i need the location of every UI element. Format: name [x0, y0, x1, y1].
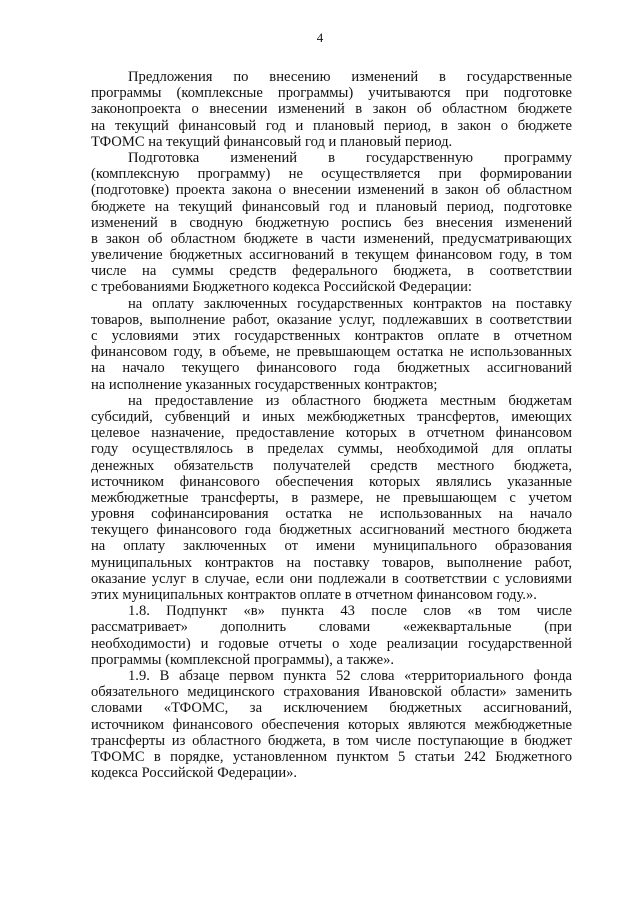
- text-line: на исполнение указанных государственных контрактов;: [91, 376, 438, 393]
- text-line: на предоставление из областного бюджета местным бюджетам: [128, 392, 572, 409]
- text-line: субсидий, субвенций и иных межбюджетных трансфертов, имеющих: [91, 408, 572, 425]
- text-line: увеличение бюджетных ассигнований в текущем финансовом году, в том: [91, 247, 572, 264]
- text-line: рассматривает» дополнить словами «ежеквартальные (при: [91, 619, 572, 636]
- text-line: целевое назначение, предоставление которых в отчетном финансовом: [91, 425, 572, 442]
- document-body: [91, 69, 572, 781]
- paragraph-transfers: [91, 393, 572, 603]
- text-line: 1.8. Подпункт «в» пункта 43 после слов «в том числе: [128, 603, 572, 620]
- text-line: (подготовке) проекта закона о внесении изменений в закон об областном: [91, 182, 572, 199]
- text-line: на начало текущего финансового года бюджетных ассигнований: [91, 360, 572, 377]
- text-line: Подготовка изменений в государственную программу: [128, 149, 572, 166]
- paragraph-proposals: [91, 69, 572, 150]
- text-line: муниципальных контрактов на поставку товаров, выполнение работ,: [91, 554, 572, 571]
- text-line: кодекса Российской Федерации».: [91, 765, 298, 782]
- text-line: году осуществлялось в пределах суммы, необходимой для оплаты: [91, 441, 572, 458]
- text-line: законопроекта о внесении изменений в закон об областном бюджете: [91, 101, 572, 118]
- text-line: уровня софинансирования остатка не использованных на начало: [91, 506, 572, 523]
- text-line: (комплексную программу) не осуществляется при формировании: [91, 166, 572, 183]
- text-line: товаров, выполнение работ, оказание услуг, подлежавших в соответствии: [91, 311, 572, 328]
- text-line: ТФОМС в порядке, установленном пунктом 5 статьи 242 Бюджетного: [91, 748, 572, 765]
- text-line: трансферты из областного бюджета, в том числе поступающие в бюджет: [91, 732, 572, 749]
- text-line: с требованиями Бюджетного кодекса Российской Федерации:: [91, 279, 472, 296]
- text-line: бюджете на текущий финансовый год и плановый период, подготовке: [91, 198, 572, 215]
- text-line: изменений в сводную бюджетную роспись без внесения изменений: [91, 214, 572, 231]
- paragraph-item-1-8: [91, 603, 572, 668]
- text-line: ТФОМС на текущий финансовый год и плановый период.: [91, 133, 453, 150]
- text-line: словами «ТФОМС, за исключением бюджетных ассигнований,: [91, 700, 572, 717]
- text-line: в закон об областном бюджете в части изменений, предусматривающих: [91, 230, 572, 247]
- paragraph-preparation: [91, 150, 572, 296]
- text-line: обязательного медицинского страхования Ивановской области» заменить: [91, 684, 572, 701]
- text-line: оказание услуг в случае, если они подлежали в соответствии с условиями: [91, 570, 572, 587]
- text-line: на текущий финансовый год и плановый период, в закон о бюджете: [91, 117, 572, 134]
- text-line: источником финансового обеспечения которых являются межбюджетные: [91, 716, 572, 733]
- text-line: источником финансового обеспечения которых являлись указанные: [91, 473, 572, 490]
- text-line: программы (комплексной программы), а также».: [91, 651, 395, 668]
- text-line: с условиями этих государственных контрактов оплате в отчетном: [91, 328, 572, 344]
- paragraph-contracts: [91, 296, 572, 393]
- text-line: необходимости) и годовые отчеты о ходе реализации государственной: [91, 635, 572, 652]
- text-line: на оплату заключенных государственных контрактов на поставку: [128, 295, 572, 312]
- text-line: денежных обязательств получателей средств местного бюджета,: [91, 457, 572, 474]
- text-line: финансовом году, в объеме, не превышающем остатка не использованных: [91, 344, 572, 361]
- text-line: 1.9. В абзаце первом пункта 52 слова «территориального фонда: [128, 667, 572, 684]
- text-line: этих муниципальных контрактов оплате в отчетном финансовом году.».: [91, 587, 537, 603]
- text-line: текущего финансового года бюджетных ассигнований местного бюджета: [91, 522, 572, 539]
- text-line: программы (комплексные программы) учитываются при подготовке: [91, 85, 572, 102]
- text-line: межбюджетные трансферты, в размере, не превышающем с учетом: [91, 489, 572, 506]
- text-line: числе на суммы средств федерального бюджета, в соответствии: [91, 263, 572, 280]
- page-number: 4: [316, 30, 324, 45]
- text-line: на оплату заключенных от имени муниципального образования: [91, 538, 572, 555]
- text-line: Предложения по внесению изменений в государственные: [128, 69, 572, 85]
- paragraph-item-1-9: [91, 668, 572, 781]
